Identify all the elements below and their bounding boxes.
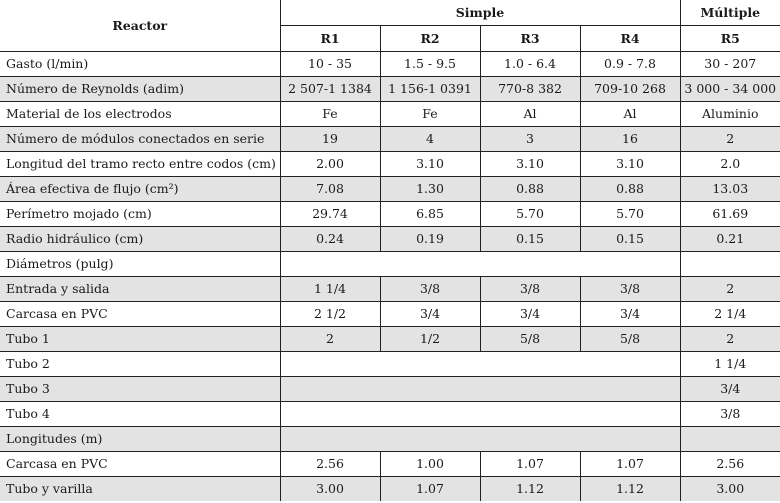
cell-r5: 30 - 207	[680, 52, 780, 77]
cell-r4: 16	[580, 127, 680, 152]
cell-r4: 1.12	[580, 477, 680, 502]
cell-r3: 5.70	[480, 202, 580, 227]
cell-r4: 5.70	[580, 202, 680, 227]
cell-r4: 709-10 268	[580, 77, 680, 102]
cell-r5: 3/4	[680, 377, 780, 402]
cell-r1: 10 - 35	[280, 52, 380, 77]
cell-r5: Aluminio	[680, 102, 780, 127]
table-row	[0, 177, 780, 202]
cell-r5: 2	[680, 327, 780, 352]
cell-r3: 5/8	[480, 327, 580, 352]
multiple-group-header: Múltiple	[680, 0, 780, 26]
table-row	[0, 152, 780, 177]
reactor-header: Reactor	[0, 0, 280, 52]
cell-r1: 2 1/2	[280, 302, 380, 327]
empty-simple-cell	[280, 252, 680, 277]
cell-r1: 0.24	[280, 227, 380, 252]
table-row	[0, 127, 780, 152]
table-row	[0, 102, 780, 127]
row-label: Material de los electrodos	[0, 102, 280, 127]
table-row	[0, 302, 780, 327]
empty-simple-cell	[280, 377, 680, 402]
row-label: Perímetro mojado (cm)	[0, 202, 280, 227]
cell-r2: 6.85	[380, 202, 480, 227]
cell-r5	[680, 252, 780, 277]
row-label: Número de módulos conectados en serie	[0, 127, 280, 152]
column-header-r5: R5	[680, 26, 780, 52]
empty-simple-cell	[280, 352, 680, 377]
cell-r4: 5/8	[580, 327, 680, 352]
row-label: Tubo y varilla	[0, 477, 280, 502]
cell-r5: 2	[680, 277, 780, 302]
table-row	[0, 402, 780, 427]
table-row	[0, 352, 780, 377]
cell-r5: 61.69	[680, 202, 780, 227]
cell-r3: 3/4	[480, 302, 580, 327]
cell-r4: 0.9 - 7.8	[580, 52, 680, 77]
cell-r3: 0.15	[480, 227, 580, 252]
cell-r3: 3	[480, 127, 580, 152]
cell-r2: 3/8	[380, 277, 480, 302]
cell-r5	[680, 427, 780, 452]
cell-r2: Fe	[380, 102, 480, 127]
cell-r4: 0.15	[580, 227, 680, 252]
cell-r5: 2 1/4	[680, 302, 780, 327]
column-header-r4: R4	[580, 26, 680, 52]
cell-r1: 2.00	[280, 152, 380, 177]
cell-r5: 2.56	[680, 452, 780, 477]
cell-r2: 1/2	[380, 327, 480, 352]
cell-r2: 0.19	[380, 227, 480, 252]
table-row	[0, 77, 780, 102]
table-body	[0, 52, 780, 502]
cell-r1: 3.00	[280, 477, 380, 502]
table-row	[0, 452, 780, 477]
cell-r1: Fe	[280, 102, 380, 127]
cell-r5: 2	[680, 127, 780, 152]
row-label: Entrada y salida	[0, 277, 280, 302]
simple-group-header: Simple	[280, 0, 680, 26]
cell-r4: 0.88	[580, 177, 680, 202]
row-label: Tubo 1	[0, 327, 280, 352]
row-label: Diámetros (pulg)	[0, 252, 280, 277]
row-label: Tubo 4	[0, 402, 280, 427]
cell-r2: 1.00	[380, 452, 480, 477]
cell-r5: 3.00	[680, 477, 780, 502]
column-header-r2: R2	[380, 26, 480, 52]
table-row	[0, 377, 780, 402]
cell-r2: 1.07	[380, 477, 480, 502]
row-label: Gasto (l/min)	[0, 52, 280, 77]
cell-r5: 3/8	[680, 402, 780, 427]
cell-r4: 1.07	[580, 452, 680, 477]
cell-r5: 1 1/4	[680, 352, 780, 377]
row-label: Número de Reynolds (adim)	[0, 77, 280, 102]
cell-r4: Al	[580, 102, 680, 127]
cell-r5: 0.21	[680, 227, 780, 252]
table-row	[0, 52, 780, 77]
table-row	[0, 202, 780, 227]
cell-r2: 4	[380, 127, 480, 152]
cell-r1: 2 507-1 1384	[280, 77, 380, 102]
cell-r5: 3 000 - 34 000	[680, 77, 780, 102]
cell-r5: 13.03	[680, 177, 780, 202]
cell-r3: 3.10	[480, 152, 580, 177]
cell-r3: 1.07	[480, 452, 580, 477]
cell-r3: 1.0 - 6.4	[480, 52, 580, 77]
cell-r1: 1 1/4	[280, 277, 380, 302]
row-label: Longitudes (m)	[0, 427, 280, 452]
cell-r1: 19	[280, 127, 380, 152]
empty-simple-cell	[280, 402, 680, 427]
row-label: Área efectiva de flujo (cm²)	[0, 177, 280, 202]
table-row	[0, 227, 780, 252]
empty-simple-cell	[280, 427, 680, 452]
column-header-r1: R1	[280, 26, 380, 52]
cell-r4: 3.10	[580, 152, 680, 177]
row-label: Tubo 3	[0, 377, 280, 402]
cell-r3: 1.12	[480, 477, 580, 502]
row-label: Carcasa en PVC	[0, 452, 280, 477]
table-row	[0, 477, 780, 502]
column-header-r3: R3	[480, 26, 580, 52]
cell-r3: 3/8	[480, 277, 580, 302]
cell-r2: 1 156-1 0391	[380, 77, 480, 102]
cell-r5: 2.0	[680, 152, 780, 177]
cell-r2: 3.10	[380, 152, 480, 177]
cell-r3: 770-8 382	[480, 77, 580, 102]
row-label: Longitud del tramo recto entre codos (cm)	[0, 152, 280, 177]
table-row	[0, 427, 780, 452]
row-label: Tubo 2	[0, 352, 280, 377]
cell-r4: 3/8	[580, 277, 680, 302]
cell-r2: 3/4	[380, 302, 480, 327]
cell-r3: 0.88	[480, 177, 580, 202]
cell-r1: 29.74	[280, 202, 380, 227]
table-row	[0, 327, 780, 352]
cell-r1: 7.08	[280, 177, 380, 202]
cell-r1: 2	[280, 327, 380, 352]
cell-r2: 1.30	[380, 177, 480, 202]
row-label: Radio hidráulico (cm)	[0, 227, 280, 252]
cell-r3: Al	[480, 102, 580, 127]
table-row	[0, 252, 780, 277]
cell-r1: 2.56	[280, 452, 380, 477]
cell-r2: 1.5 - 9.5	[380, 52, 480, 77]
cell-r4: 3/4	[580, 302, 680, 327]
row-label: Carcasa en PVC	[0, 302, 280, 327]
table-row	[0, 277, 780, 302]
